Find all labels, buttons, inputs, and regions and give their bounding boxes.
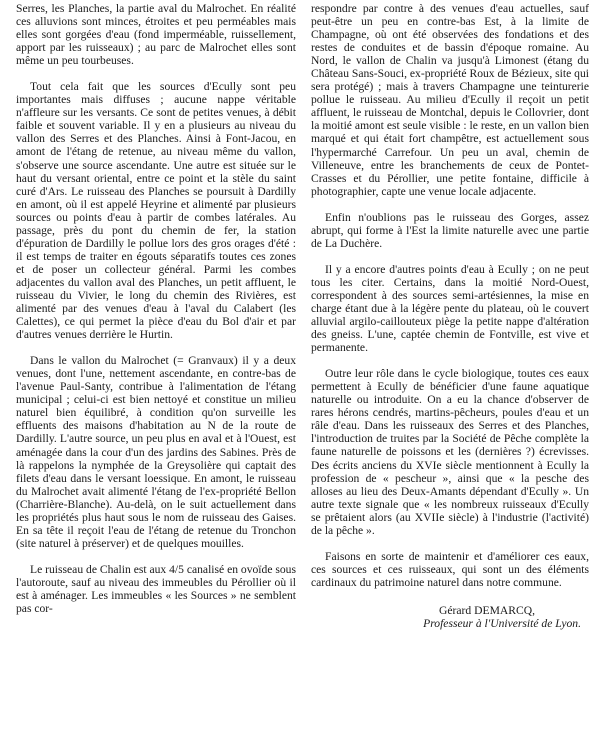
paragraph-chalin-continued: respondre par contre à des venues d'eau actuelles, sauf peut-être un peu en contre-bas Est, à la limite de Champagne, où ont été observées des fondations et des restes de conduites et de bassin d'époque romaine. Au Nord, le vallon de Chalin va jusqu'à Limonest (étang du Château Sans-Souci, ex-propriété Roux de Bézieux, site qui sera protégé) ; mais à travers Champagne une teinturerie pollue le ruisseau. Au milieu d'Ecully il reçoit un petit affluent, le ruisseau de Montchal, depuis le Collovrier, dont la moitié amont est seule visible : le reste, en un vallon bien marqué et qui était fort champêtre, est actuellement sous l'hypermarché Carrefour. Un peu un aval, chemin de Villeneuve, entre les branchements de ceux de Pontet-Crasses et du Pérollier, une petite fontaine, difficile à photographier, capte une venue locale adjacente. [311, 2, 589, 198]
author-name: Gérard DEMARCQ, [439, 603, 535, 617]
signature-block [311, 604, 589, 630]
right-column [311, 2, 589, 630]
paragraph-autres-points-eau: Il y a encore d'autres points d'eau à Ecully ; on ne peut tous les citer. Certains, dans la moitié Nord-Ouest, correspondent à des sources semi-artésiennes, la mise en charge étant due à la légère pente du plateau, où le couvert alluvial argilo-caillouteux piège la petite nappe d'altération des gneiss. L'une, captée chemin de Fontville, est vive et permanente. [311, 262, 589, 355]
author-title: Professeur à l'Université de Lyon. [423, 616, 581, 630]
paragraph-vallon-malrochet: Dans le vallon du Malrochet (= Granvaux) il y a deux venues, dont l'une, nettement ascendante, en contre-bas de l'avenue Paul-Santy, contribue à l'alimentation de l'étang municipal ; celui-ci est bien nettoyé et constitue un milieu naturel bien équilibré, à condition qu'on surveille les effluents des maisons d'habitation au N de la route de Dardilly. L'autre source, un peu plus en aval et à l'Ouest, est aménagée dans la cour d'un des jardins des Sabines. Près de là rappelons la nymphée de la Greysolière qui captait des filets d'eau dans le versant loessique. En amont, le ruisseau du Malrochet avait alimenté l'étang de l'ex-propriété Bellon (Charrière-Blanche). Au-delà, on le suit actuellement dans les propriétés plus haut sous le nom de ruisseau des Gaises. En sa tête il reçoit l'eau de l'étang de retenue du Tronchon (site naturel à préserver) et de quelques mouilles. [16, 354, 296, 550]
paragraph-sources-ecully: Tout cela fait que les sources d'Ecully sont peu importantes mais diffuses ; aucune nappe véritable n'affleure sur les versants. Ce sont de petites venues, à débit faible et souvent variable. Il y en a plusieurs au niveau du vallon des Serres et des Planches. Ainsi à Font-Jacou, en amont de l'étang de retenue, au niveau même du vallon, s'observe une source ascendante. Une autre est située sur le haut du versant oriental, entre ce point et la stèle du saint curé d'Ars. Le ruisseau des Planches se poursuit à Dardilly en amont, où il est appelé Heyrine et alimenté par plusieurs sources ou points d'eau à partir de combes latérales. Au passage, près du pont du chemin de fer, la station d'épuration de Dardilly le pollue lors des gros orages d'été : il est temps de traiter en égouts séparatifs toutes ces zones et de poser un collecteur général. Parmi les combes adjacentes du vallon aval des Planches, un petit affluent, le ruisseau du Vivier, le long du chemin des Rivières, est alimenté par des venues d'eau à l'aval du Calabert (les Calettes), ce qui permet la pièce d'eau du Bol d'air et par d'autres venues derrière le Hurtin. [16, 80, 296, 342]
paragraph-conclusion: Faisons en sorte de maintenir et d'améliorer ces eaux, ces sources et ces ruisseaux, qui sont un des éléments cardinaux du patrimoine naturel dans notre commune. [311, 549, 589, 589]
paragraph-alluvions: Serres, les Planches, la partie aval du Malrochet. En réalité ces alluvions sont minces, étroites et peu perméables mais elles sont gorgées d'eau (fond imperméable, ruissellement, apport par les ruisseaux) ; au parc de Malrochet elles sont même un peu tourbeuses. [16, 2, 296, 68]
paragraph-ruisseau-gorges: Enfin n'oublions pas le ruisseau des Gorges, assez abrupt, qui forme à l'Est la limite naturelle avec une partie de La Duchère. [311, 210, 589, 250]
paragraph-faune-aquatique: Outre leur rôle dans le cycle biologique, toutes ces eaux permettent à Ecully de bénéficier d'une faune aquatique naturelle ou introduite. On a eu la chance d'observer de rares hérons cendrés, martins-pêcheurs, poules d'eau et un râle d'eau. Dans les ruisseaux des Serres et des Planches, l'introduction de truites par la Société de Pêche complète la faune naturelle de poissons et les (dernières ?) écrevisses. Des écrits anciens du XVIe siècle mentionnent à Ecully la profession de « pescheur », ainsi que « la pesche des alloses au lieu des Deux-Amants dépendant d'Ecully ». Un autre texte signale que « les nombreux ruisseaux d'Ecully se prêtaient alors (au XVIIe siècle) à l'industrie (l'activité) de la pêche ». [311, 367, 589, 537]
paragraph-ruisseau-chalin: Le ruisseau de Chalin est aux 4/5 canalisé en ovoïde sous l'autoroute, sauf au niveau des immeubles du Pérollier où il est à aménager. Les immeubles « les Sources » ne semblent pas cor- [16, 562, 296, 616]
left-column [16, 2, 296, 615]
